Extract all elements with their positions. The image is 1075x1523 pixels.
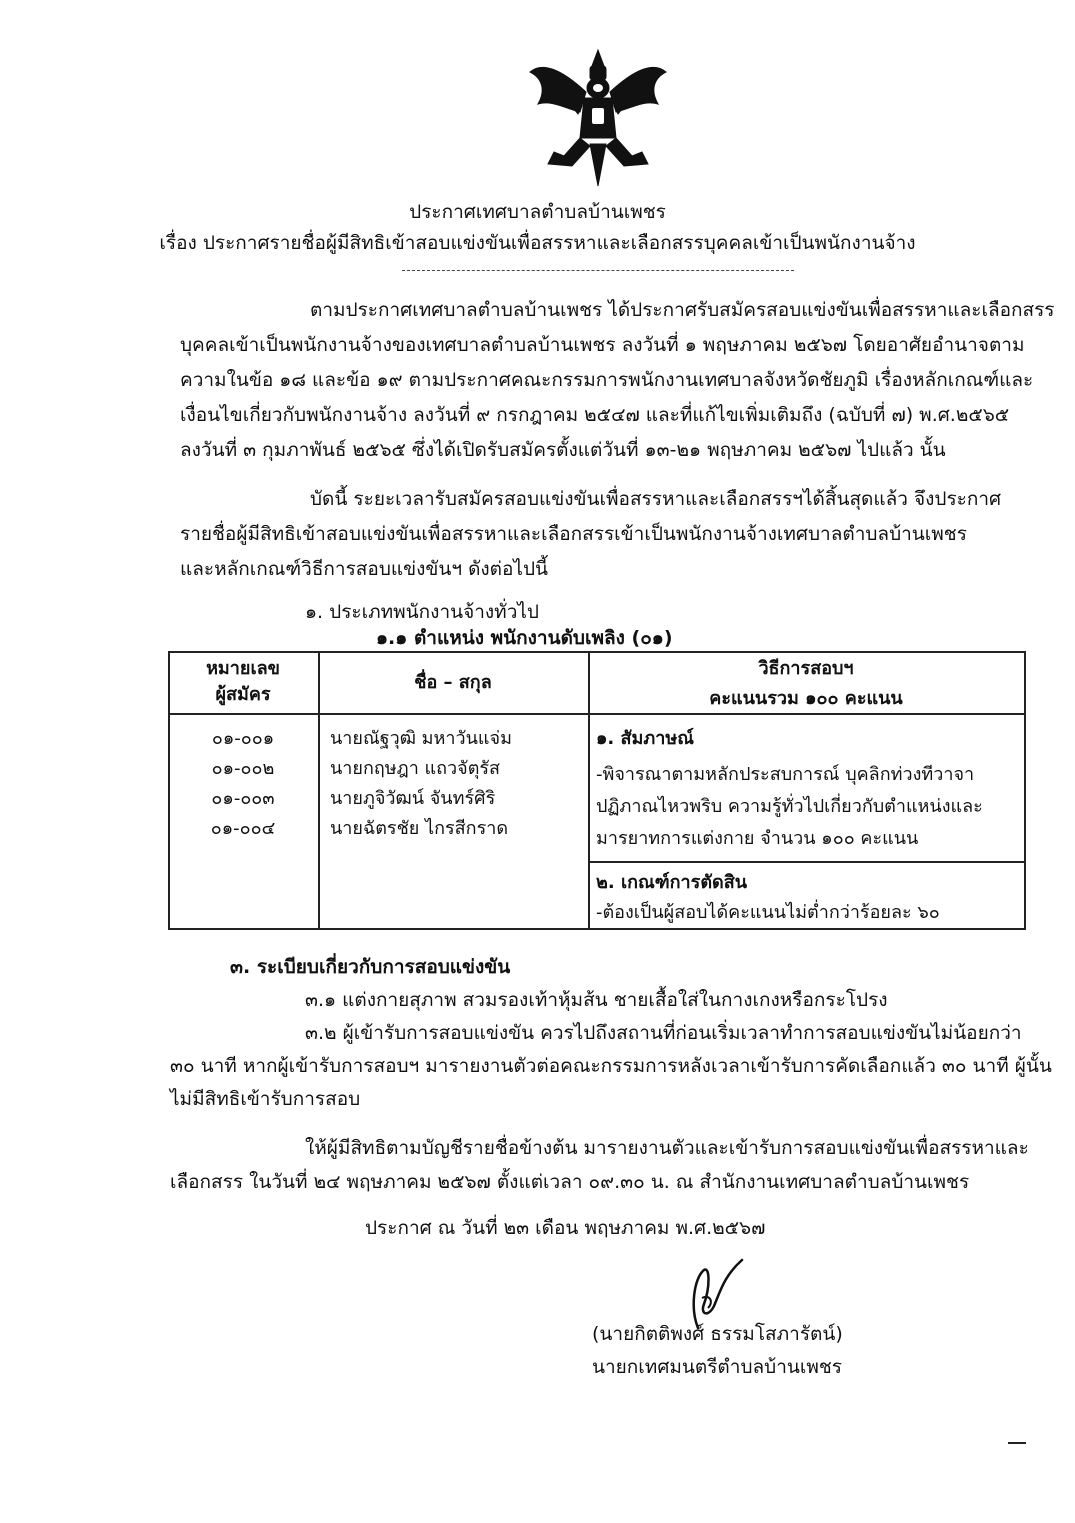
section3-item2-line: ๓๐ นาที หากผู้เข้ารับการสอบฯ มารายงานตัวต่อคณะกรรมการหลังเวลาเข้ารับการคัดเลือกแล้ว ๓๐ นาที ผู้นั้น bbox=[170, 1055, 1052, 1077]
table-border-bottom bbox=[168, 928, 1026, 930]
method2-title: ๒. เกณฑ์การตัดสิน bbox=[596, 872, 748, 893]
header-id-line2: ผู้สมัคร bbox=[215, 684, 271, 705]
method-divider bbox=[588, 861, 1026, 863]
signer-title: นายกเทศมนตรีตำบลบ้านเพชร bbox=[592, 1356, 842, 1378]
section3-item2-line: ไม่มีสิทธิเข้ารับการสอบ bbox=[170, 1088, 361, 1110]
position-heading: ๑.๑ ตำแหน่ง พนักงานดับเพลิง (๐๑) bbox=[376, 627, 673, 649]
candidate-name: นายณัฐวุฒิ มหาวันแจ่ม bbox=[330, 728, 512, 749]
candidate-name: นายภูจิวัฒน์ จันทร์ศิริ bbox=[330, 788, 496, 809]
header-id-line1: หมายเลข bbox=[206, 658, 280, 679]
section1-heading: ๑. ประเภทพนักงานจ้างทั่วไป bbox=[305, 601, 539, 623]
candidate-id: ๐๑-๐๐๒ bbox=[211, 758, 275, 779]
candidate-id: ๐๑-๐๐๓ bbox=[211, 788, 275, 809]
method2-line: -ต้องเป็นผู้สอบได้คะแนนไม่ต่ำกว่าร้อยละ ๖๐ bbox=[596, 902, 940, 923]
corner-mark bbox=[1008, 1442, 1026, 1444]
document-subject: เรื่อง ประกาศรายชื่อผู้มีสิทธิเข้าสอบแข่งขันเพื่อสรรหาและเลือกสรรบุคคลเข้าเป็นพนักงานจ้าง bbox=[159, 232, 916, 254]
section3-heading: ๓. ระเบียบเกี่ยวกับการสอบแข่งขัน bbox=[230, 956, 511, 978]
candidate-name: นายฉัตรชัย ไกรสีกราด bbox=[330, 818, 509, 839]
paragraph2-line: รายชื่อผู้มีสิทธิเข้าสอบแข่งขันเพื่อสรรหาและเลือกสรรเข้าเป็นพนักงานจ้างเทศบาลตำบลบ้านเพชร bbox=[180, 523, 967, 545]
paragraph2-line: บัดนี้ ระยะเวลารับสมัครสอบแข่งขันเพื่อสรรหาและเลือกสรรฯได้สิ้นสุดแล้ว จึงประกาศ bbox=[310, 488, 1002, 510]
section3-item1: ๓.๑ แต่งกายสุภาพ สวมรองเท้าหุ้มส้น ชายเสื้อใส่ในกางเกงหรือกระโปรง bbox=[305, 989, 888, 1011]
candidate-name: นายกฤษฎา แถวจัตุรัส bbox=[330, 758, 501, 779]
method1-line: ปฏิภาณไหวพริบ ความรู้ทั่วไปเกี่ยวกับตำแหน่งและ bbox=[596, 796, 983, 817]
method1-line: มารยาทการแต่งกาย จำนวน ๑๐๐ คะแนน bbox=[596, 828, 919, 849]
signer-name: (นายกิตติพงศ์ ธรรมโสภารัตน์) bbox=[592, 1323, 843, 1345]
table-border-top bbox=[168, 651, 1026, 653]
paragraph1-line: ความในข้อ ๑๘ และข้อ ๑๙ ตามประกาศคณะกรรมการพนักงานเทศบาลจังหวัดชัยภูมิ เรื่องหลักเกณฑ์และ bbox=[180, 369, 1034, 391]
final-paragraph-line: เลือกสรร ในวันที่ ๒๔ พฤษภาคม ๒๕๖๗ ตั้งแต่เวลา ๐๙.๓๐ น. ณ สำนักงานเทศบาลตำบลบ้านเพชร bbox=[170, 1171, 970, 1193]
paragraph2-line: และหลักเกณฑ์วิธีการสอบแข่งขันฯ ดังต่อไปนี้ bbox=[180, 558, 549, 580]
candidate-id: ๐๑-๐๐๔ bbox=[210, 818, 276, 839]
paragraph1-line: ตามประกาศเทศบาลตำบลบ้านเพชร ได้ประกาศรับสมัครสอบแข่งขันเพื่อสรรหาและเลือกสรร bbox=[310, 299, 1055, 321]
garuda-emblem-icon bbox=[520, 48, 676, 188]
header-divider bbox=[402, 270, 794, 271]
header-name: ชื่อ – สกุล bbox=[414, 672, 492, 693]
method1-title: ๑. สัมภาษณ์ bbox=[596, 728, 694, 749]
announce-date: ประกาศ ณ วันที่ ๒๓ เดือน พฤษภาคม พ.ศ.๒๕๖๗ bbox=[365, 1217, 766, 1239]
final-paragraph-line: ให้ผู้มีสิทธิตามบัญชีรายชื่อข้างต้น มารายงานตัวและเข้ารับการสอบแข่งขันเพื่อสรรหาและ bbox=[305, 1137, 1029, 1159]
candidate-table bbox=[168, 651, 1026, 930]
table-border-right bbox=[1024, 651, 1026, 930]
method1-line: -พิจารณาตามหลักประสบการณ์ บุคลิกท่วงทีวาจา bbox=[596, 764, 975, 785]
table-header-divider bbox=[168, 713, 1026, 715]
section3-item2-line: ๓.๒ ผู้เข้ารับการสอบแข่งขัน ควรไปถึงสถานที่ก่อนเริ่มเวลาทำการสอบแข่งขันไม่น้อยกว่า bbox=[305, 1022, 1022, 1044]
header-method-line1: วิธีการสอบฯ bbox=[758, 658, 854, 679]
paragraph1-line: เงื่อนไขเกี่ยวกับพนักงานจ้าง ลงวันที่ ๙ กรกฎาคม ๒๕๔๗ และที่แก้ไขเพิ่มเติมถึง (ฉบับที่ ๗) พ.ศ.๒๕๖๕ bbox=[180, 404, 1010, 426]
header-method-line2: คะแนนรวม ๑๐๐ คะแนน bbox=[709, 688, 903, 709]
candidate-id: ๐๑-๐๐๑ bbox=[211, 728, 275, 749]
document-title: ประกาศเทศบาลตำบลบ้านเพชร bbox=[409, 201, 666, 223]
paragraph1-line: ลงวันที่ ๓ กุมภาพันธ์ ๒๕๖๕ ซึ่งได้เปิดรับสมัครตั้งแต่วันที่ ๑๓-๒๑ พฤษภาคม ๒๕๖๗ ไปแล้ว นั้น bbox=[180, 439, 946, 461]
paragraph1-line: บุคคลเข้าเป็นพนักงานจ้างของเทศบาลตำบลบ้านเพชร ลงวันที่ ๑ พฤษภาคม ๒๕๖๗ โดยอาศัยอำนาจตาม bbox=[180, 334, 1025, 356]
